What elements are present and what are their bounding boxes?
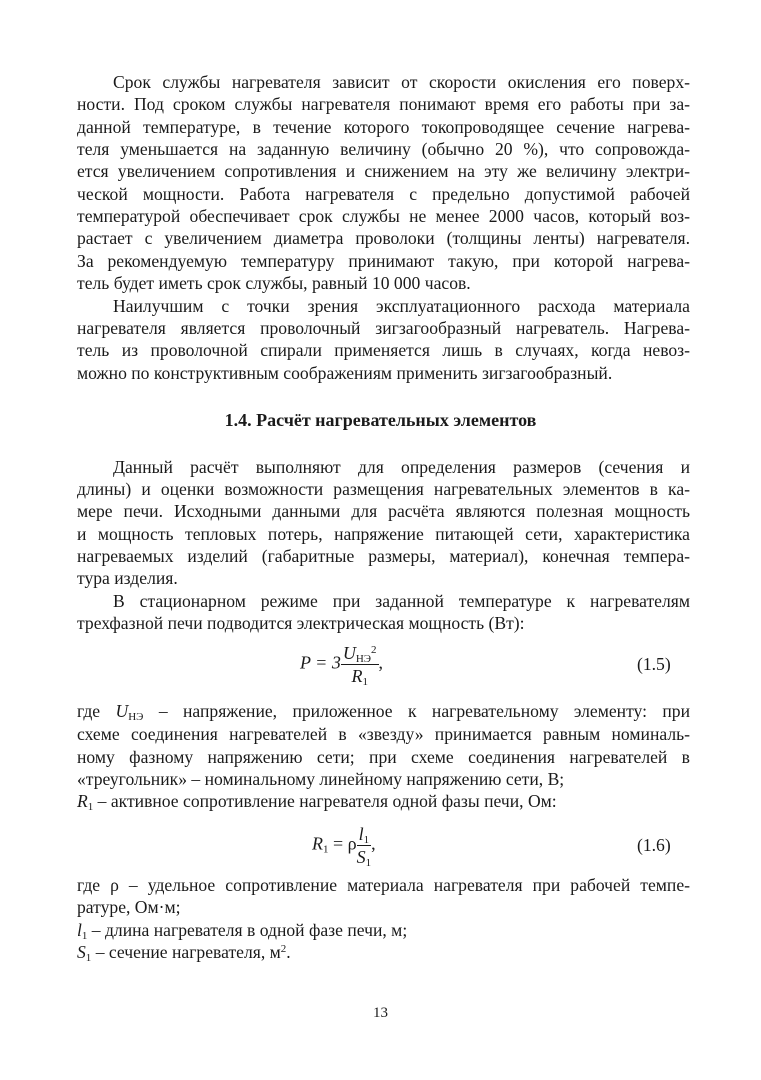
text-line [77, 700, 690, 722]
text-line: тура изделия. [77, 568, 178, 588]
denominator-var: S [356, 847, 366, 867]
formula-lhs: R [312, 833, 323, 854]
text-line: тель будет иметь срок службы, равный 10 000 часов. [77, 273, 471, 293]
text-line: и мощность тепловых потерь, напряжение питающей сети, характеристика [77, 524, 690, 544]
equation-number: (1.5) [637, 654, 671, 674]
text-line [77, 941, 690, 963]
text-line: схеме соединения нагревателей в «звезду» принимается равным номиналь- [77, 724, 690, 744]
text: – напряжение, приложенное к нагревательному элементу: при [143, 701, 691, 721]
unit-sup: 2 [280, 943, 287, 955]
formula-power [300, 642, 383, 687]
numerator-sub: НЭ [355, 653, 372, 665]
numerator-var: U [342, 643, 356, 663]
formula-comma: , [371, 833, 376, 854]
formula-eq: = ρ [328, 833, 357, 854]
var-sub: НЭ [128, 711, 144, 723]
text-line: где ρ – удельное сопротивление материала нагревателя при рабочей темпе- [77, 875, 690, 895]
numerator-var: l [358, 824, 364, 844]
var: l [77, 920, 82, 940]
text: где [77, 701, 116, 721]
var-sub: 1 [85, 952, 92, 964]
text-line: нагреваемых изделий (габаритные размеры, материал), конечная темпера- [77, 546, 690, 566]
text-line: «треугольник» – номинальному линейному напряжению сети, В; [77, 769, 565, 789]
fraction [341, 642, 379, 687]
text-line [77, 919, 690, 941]
var-sub: 1 [81, 930, 88, 942]
denominator-var: R [351, 666, 363, 686]
text-line: Наилучшим с точки зрения эксплуатационного расхода материала [113, 296, 690, 316]
text: – сечение нагревателя, м [91, 942, 281, 962]
text-line: Срок службы нагревателя зависит от скорости окисления его поверх- [113, 72, 690, 92]
text-line: За рекомендуемую температуру принимают такую, при которой нагрева- [77, 251, 690, 271]
text-line: теля уменьшается на заданную величину (обычно 20 %), что сопровожда- [77, 139, 690, 159]
text: – длина нагревателя в одной фазе печи, м; [87, 920, 408, 940]
text-line: данной температуре, в течение которого токопроводящее сечение нагрева- [77, 117, 690, 137]
text: – активное сопротивление нагревателя одной фазы печи, Ом: [93, 791, 557, 811]
var: U [115, 701, 129, 721]
numerator-sub: 1 [363, 834, 370, 846]
fraction [357, 823, 372, 868]
formula-comma: , [378, 652, 384, 673]
denominator-sub: 1 [365, 857, 372, 869]
text-line: В стационарном режиме при заданной температуре к нагревателям [113, 591, 690, 611]
text-line: нагревателя является проволочный зигзагообразный нагреватель. Нагрева- [77, 318, 690, 338]
numerator-sup: 2 [371, 644, 377, 656]
text-line: тель из проволочной спирали применяется лишь в случаях, когда невоз- [77, 340, 690, 360]
equation-number: (1.6) [637, 835, 671, 855]
text-line: ческой мощности. Работа нагревателя с предельно допустимой рабочей [77, 184, 690, 204]
text-line: температурой обеспечивает срок службы не менее 2000 часов, который воз- [77, 206, 690, 226]
text-line: мере печи. Исходными данными для расчёта являются полезная мощность [77, 501, 690, 521]
formula-resistance [312, 823, 376, 868]
var-sub: 1 [87, 801, 94, 813]
var: R [77, 791, 88, 811]
text-line: ности. Под сроком службы нагревателя понимают время его работы при за- [77, 94, 690, 114]
text-line: ратуре, Ом·м; [77, 897, 181, 917]
page-number: 13 [373, 1005, 388, 1021]
text-line: можно по конструктивным соображениям применить зигзагообразный. [77, 363, 613, 383]
text-line [77, 790, 690, 812]
section-heading: 1.4. Расчёт нагревательных элементов [224, 410, 537, 430]
text-line: ному фазному напряжению сети; при схеме соединения нагревателей в [77, 747, 690, 767]
formula-lhs: P = 3 [300, 652, 341, 673]
text-line: ется увеличением сопротивления и снижением на эту же величину электри- [77, 161, 690, 181]
text-line: Данный расчёт выполняют для определения размеров (сечения и [113, 457, 690, 477]
text-line: растает с увеличением диаметра проволоки (толщины ленты) нагревателя. [77, 228, 690, 248]
text-line: длины) и оценки возможности размещения нагревательных элементов в ка- [77, 479, 690, 499]
lhs-sub: 1 [323, 843, 329, 856]
var: S [77, 942, 86, 962]
text: . [286, 942, 291, 962]
text-line: трехфазной печи подводится электрическая мощность (Вт): [77, 613, 525, 633]
denominator-sub: 1 [362, 676, 368, 688]
